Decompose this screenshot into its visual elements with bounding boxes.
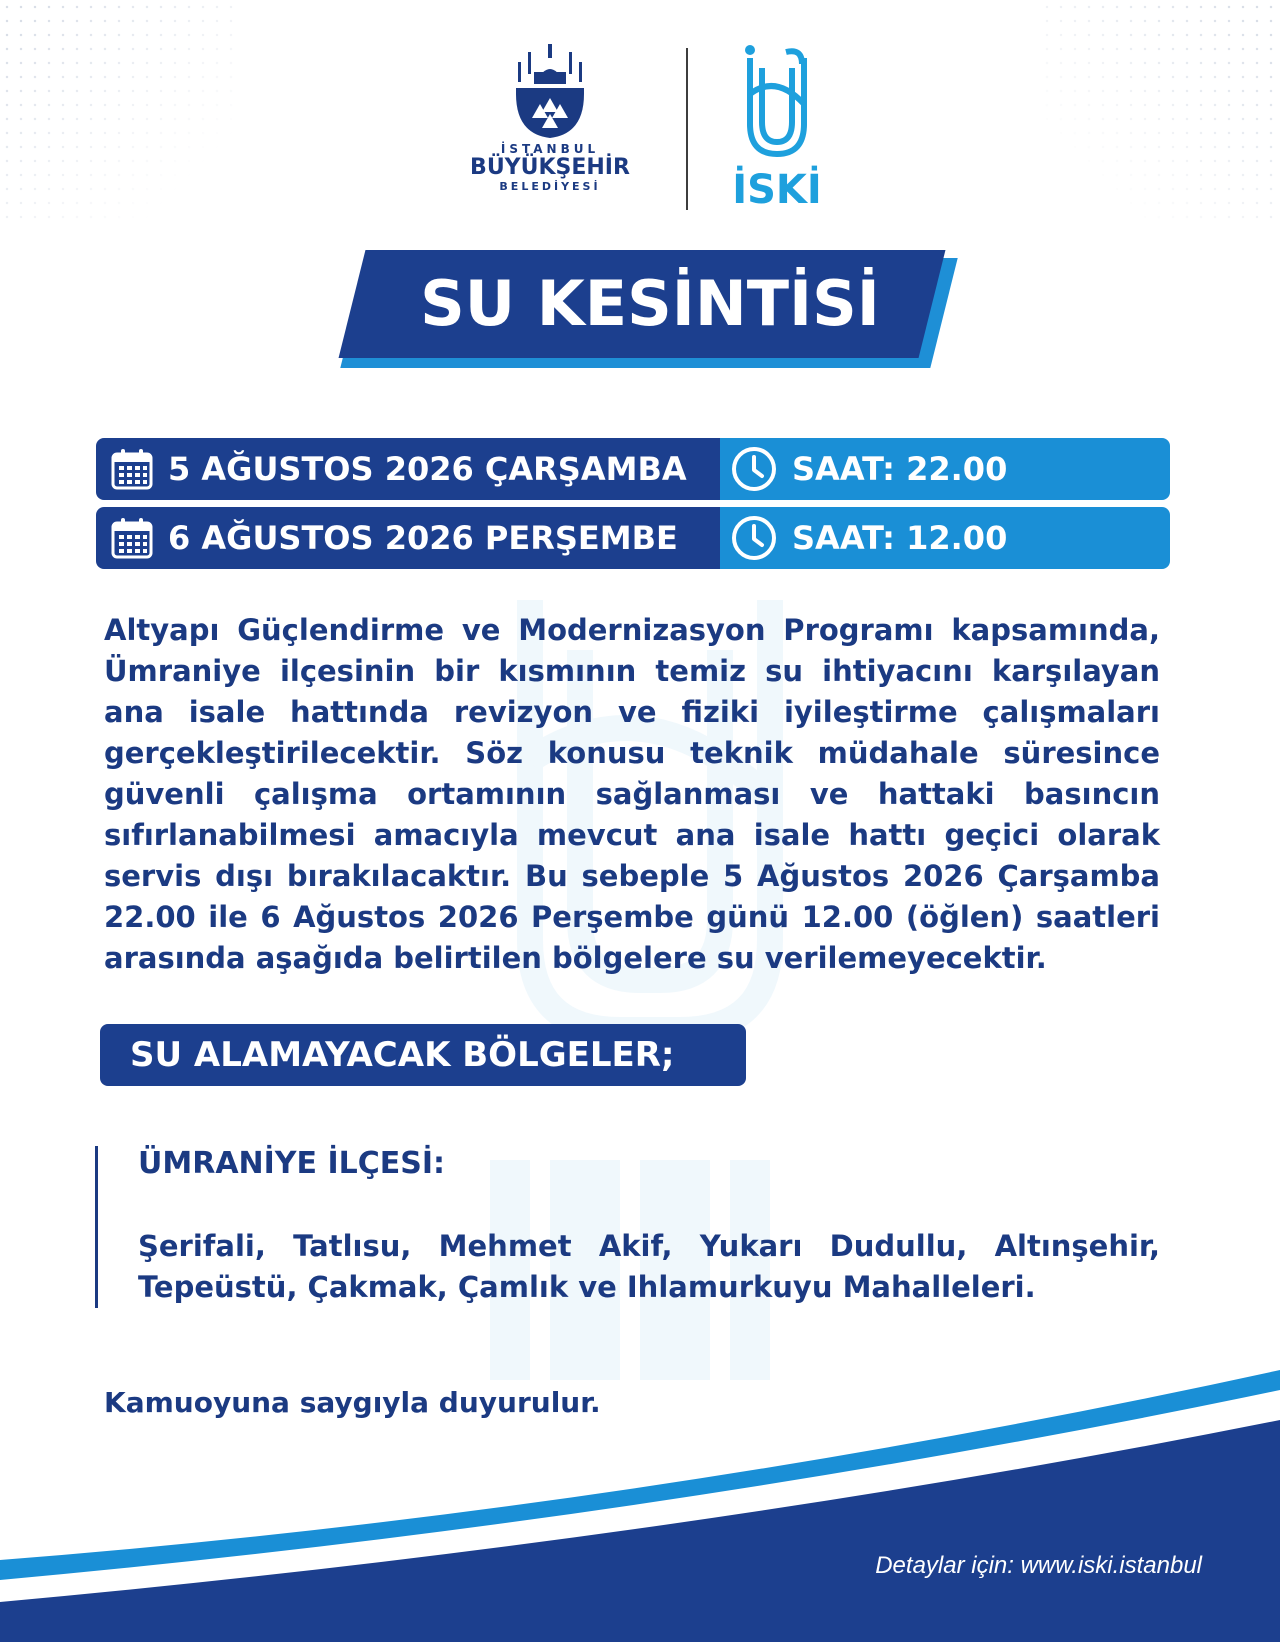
district-accent-bar [95, 1146, 98, 1308]
footer-details-link[interactable]: Detaylar için: www.iski.istanbul [875, 1552, 1202, 1579]
clock-icon [730, 514, 778, 562]
decorative-dots-right [1040, 0, 1280, 220]
footer-wave [0, 1370, 1280, 1642]
calendar-icon [110, 447, 154, 491]
ibb-emblem-icon [514, 42, 586, 140]
decorative-dots-left [0, 0, 240, 220]
logo-divider [686, 48, 688, 210]
iski-wordmark: İSKİ [732, 167, 822, 213]
schedule-time: SAAT: 12.00 [792, 519, 1008, 557]
schedule-date-cell [96, 507, 720, 569]
announcement-paragraph: Altyapı Güçlendirme ve Modernizasyon Programı kapsamında, Ümraniye ilçesinin bir kısmının temiz su ihtiyacını karşılayan ana isale hattında revizyon ve fiziki iyileştirme çalışmaları gerçekleştirilecektir. Söz konusu teknik müdahale süresince güvenli çalışma ortamının sağlanması ve hattaki basıncın sıfırlanabilmesi amacıyla mevcut ana isale hattı geçici olarak servis dışı bırakılacaktır. Bu sebeple 5 Ağustos 2026 Çarşamba 22.00 ile 6 Ağustos 2026 Perşembe günü 12.00 (öğlen) saatleri arasında aşağıda belirtilen bölgelere su verilemeyecektir. [104, 613, 1160, 975]
page-title: SU KESİNTİSİ [420, 267, 880, 340]
district-title: ÜMRANİYE İLÇESİ: [138, 1146, 446, 1181]
ibb-name-line1: İSTANBUL [500, 142, 600, 156]
schedule-date: 6 AĞUSTOS 2026 PERŞEMBE [168, 519, 678, 557]
schedule-row [96, 507, 1170, 569]
iski-logo [732, 44, 822, 214]
schedule-time: SAAT: 22.00 [792, 450, 1008, 488]
clock-icon [730, 445, 778, 493]
schedule-time-cell [720, 438, 1170, 500]
ibb-name-line3: BELEDİYESİ [499, 180, 601, 193]
schedule-time-cell [720, 507, 1170, 569]
ibb-name-line2: BÜYÜKŞEHİR [470, 155, 630, 180]
title-banner [340, 250, 960, 372]
calendar-icon [110, 516, 154, 560]
closing-statement: Kamuoyuna saygıyla duyurulur. [104, 1386, 601, 1419]
schedule-date-cell [96, 438, 720, 500]
ibb-logo [460, 42, 640, 217]
schedule-row [96, 438, 1170, 500]
iski-logo-icon [736, 44, 818, 162]
district-neighborhoods: Şerifali, Tatlısu, Mehmet Akif, Yukarı Dudullu, Altınşehir, Tepeüstü, Çakmak, Çamlık ve Ihlamurkuyu Mahalleleri. [138, 1229, 1160, 1304]
regions-heading: SU ALAMAYACAK BÖLGELER; [100, 1024, 746, 1086]
schedule-date: 5 AĞUSTOS 2026 ÇARŞAMBA [168, 450, 687, 488]
